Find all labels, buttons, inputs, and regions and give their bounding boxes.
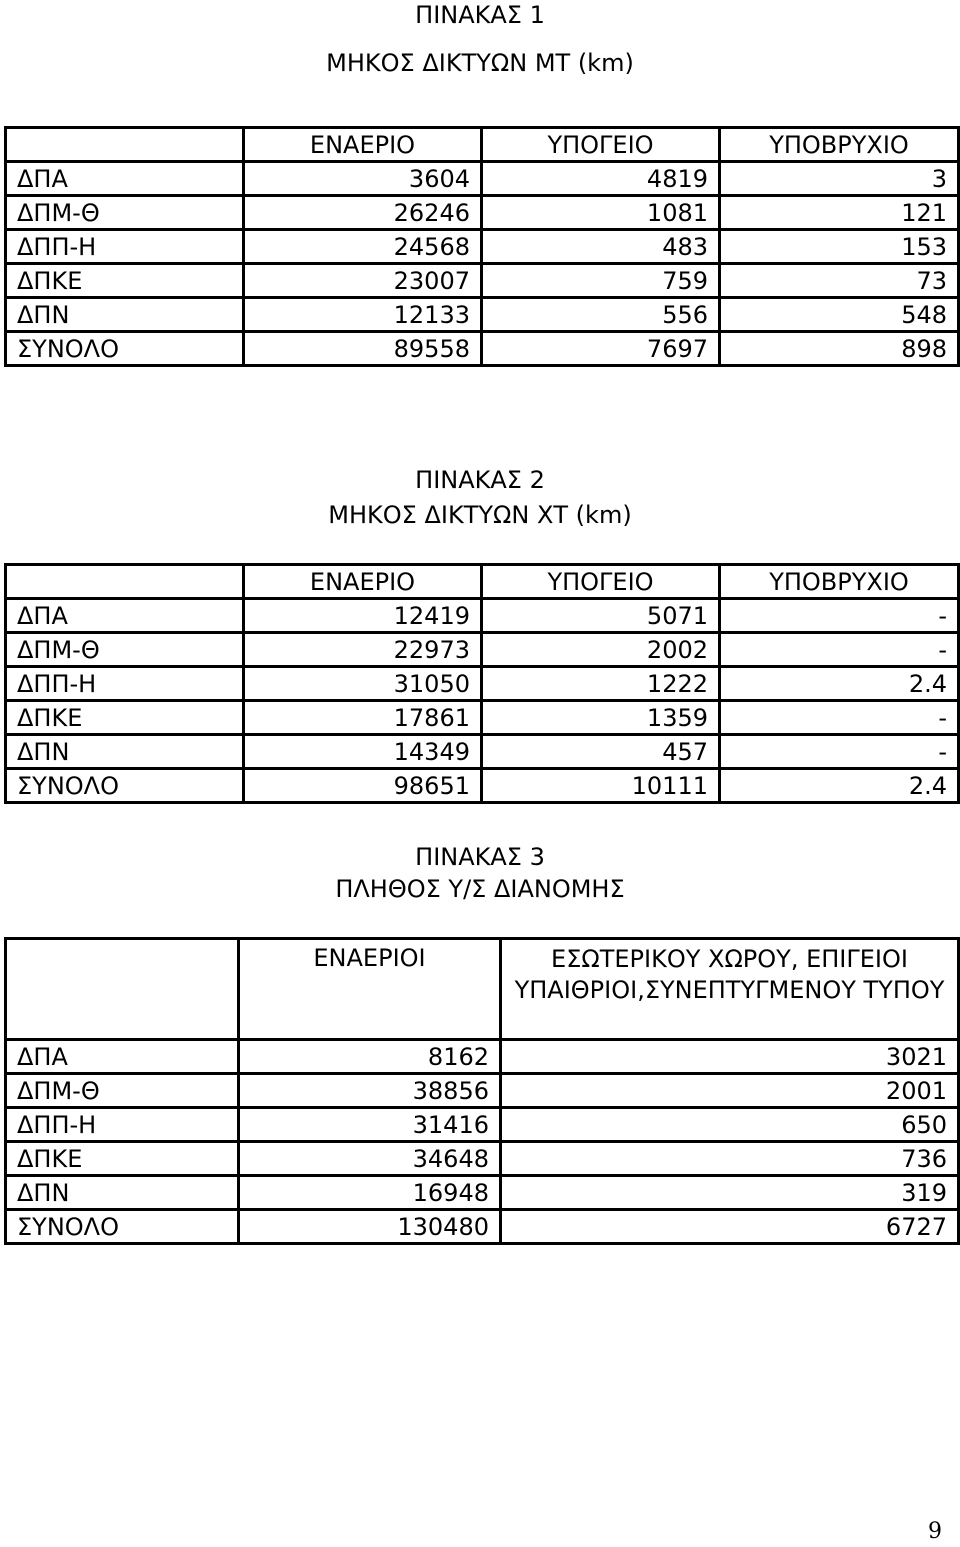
cell-value: 26246 [244,196,482,230]
table-row [6,599,959,633]
table-row [6,1108,959,1142]
cell-value: 16948 [239,1176,501,1210]
row-label: ΔΠΜ-Θ [6,1074,239,1108]
table3-header-overhead: ΕΝΑΕΡΙΟΙ [239,939,501,1040]
row-label: ΔΠΑ [6,162,244,196]
table-row-total [6,332,959,366]
cell-value: 548 [720,298,959,332]
row-label: ΔΠΠ-Η [6,230,244,264]
table3-header-row [6,939,959,1040]
row-label: ΔΠΝ [6,298,244,332]
cell-value: 17861 [244,701,482,735]
table1-header-overhead: ΕΝΑΕΡΙΟ [244,128,482,162]
row-label: ΔΠΠ-Η [6,1108,239,1142]
table-row [6,230,959,264]
table2 [4,563,960,804]
row-label: ΔΠΚΕ [6,701,244,735]
cell-value: 38856 [239,1074,501,1108]
table1-header-underground: ΥΠΟΓΕΙΟ [482,128,720,162]
cell-value: 3604 [244,162,482,196]
table-row [6,1074,959,1108]
table3 [4,937,960,1245]
cell-value: 6727 [501,1210,959,1244]
table-row [6,735,959,769]
cell-value: 23007 [244,264,482,298]
table3-title: ΠΙΝΑΚΑΣ 3 [415,843,545,871]
row-label: ΔΠΚΕ [6,264,244,298]
cell-value: 2.4 [720,769,959,803]
cell-value: 3 [720,162,959,196]
table-row-total [6,769,959,803]
table2-header-submarine: ΥΠΟΒΡΥΧΙΟ [720,565,959,599]
cell-value: 759 [482,264,720,298]
cell-value: 650 [501,1108,959,1142]
table2-header-row [6,565,959,599]
table-row [6,298,959,332]
cell-value: - [720,633,959,667]
row-label: ΔΠΚΕ [6,1142,239,1176]
cell-value: 8162 [239,1040,501,1074]
cell-value: 73 [720,264,959,298]
cell-value: 556 [482,298,720,332]
row-label: ΔΠΜ-Θ [6,633,244,667]
cell-value: 98651 [244,769,482,803]
table3-header-indoor-outdoor: ΕΣΩΤΕΡΙΚΟΥ ΧΩΡΟΥ, ΕΠΙΓΕΙΟΙ ΥΠΑΙΘΡΙΟΙ,ΣΥΝΕΠΤΥΓΜΕΝΟΥ ΤΥΠΟΥ [501,939,959,1040]
cell-value: 457 [482,735,720,769]
table1-header-blank [6,128,244,162]
cell-value: 319 [501,1176,959,1210]
cell-value: 31050 [244,667,482,701]
table-row [6,196,959,230]
cell-value: 121 [720,196,959,230]
row-label: ΔΠΝ [6,735,244,769]
cell-value: 14349 [244,735,482,769]
cell-value: 7697 [482,332,720,366]
row-label: ΣΥΝΟΛΟ [6,332,244,366]
cell-value: 31416 [239,1108,501,1142]
cell-value: 898 [720,332,959,366]
table1-header-row [6,128,959,162]
cell-value: 2001 [501,1074,959,1108]
table1 [4,126,960,367]
cell-value: 24568 [244,230,482,264]
table1-header-submarine: ΥΠΟΒΡΥΧΙΟ [720,128,959,162]
row-label: ΔΠΝ [6,1176,239,1210]
table-row [6,264,959,298]
cell-value: 153 [720,230,959,264]
row-label: ΔΠΑ [6,599,244,633]
cell-value: 483 [482,230,720,264]
row-label: ΣΥΝΟΛΟ [6,769,244,803]
table-row [6,701,959,735]
row-label: ΔΠΠ-Η [6,667,244,701]
table-row [6,667,959,701]
cell-value: 10111 [482,769,720,803]
cell-value: 89558 [244,332,482,366]
row-label: ΔΠΜ-Θ [6,196,244,230]
table3-header-blank [6,939,239,1040]
cell-value: 130480 [239,1210,501,1244]
table-row [6,1040,959,1074]
table1-subtitle: ΜΗΚΟΣ ΔΙΚΤΥΩΝ ΜΤ (km) [326,49,634,77]
page-number: 9 [928,1519,942,1544]
table1-title: ΠΙΝΑΚΑΣ 1 [415,1,545,29]
table-row-total [6,1210,959,1244]
table2-header-underground: ΥΠΟΓΕΙΟ [482,565,720,599]
table2-subtitle: ΜΗΚΟΣ ΔΙΚΤΥΩΝ ΧΤ (km) [328,501,632,529]
table2-header-overhead: ΕΝΑΕΡΙΟ [244,565,482,599]
table2-title: ΠΙΝΑΚΑΣ 2 [415,466,545,494]
row-label: ΣΥΝΟΛΟ [6,1210,239,1244]
cell-value: 1081 [482,196,720,230]
cell-value: - [720,735,959,769]
cell-value: 5071 [482,599,720,633]
cell-value: 2.4 [720,667,959,701]
table-row [6,1176,959,1210]
cell-value: 1222 [482,667,720,701]
cell-value: 2002 [482,633,720,667]
cell-value: 3021 [501,1040,959,1074]
row-label: ΔΠΑ [6,1040,239,1074]
table2-header-blank [6,565,244,599]
cell-value: - [720,701,959,735]
cell-value: 12133 [244,298,482,332]
cell-value: 22973 [244,633,482,667]
table-row [6,162,959,196]
table-row [6,1142,959,1176]
cell-value: 4819 [482,162,720,196]
cell-value: - [720,599,959,633]
cell-value: 736 [501,1142,959,1176]
table-row [6,633,959,667]
cell-value: 34648 [239,1142,501,1176]
cell-value: 12419 [244,599,482,633]
cell-value: 1359 [482,701,720,735]
table3-subtitle: ΠΛΗΘΟΣ Υ/Σ ΔΙΑΝΟΜΗΣ [335,875,625,903]
